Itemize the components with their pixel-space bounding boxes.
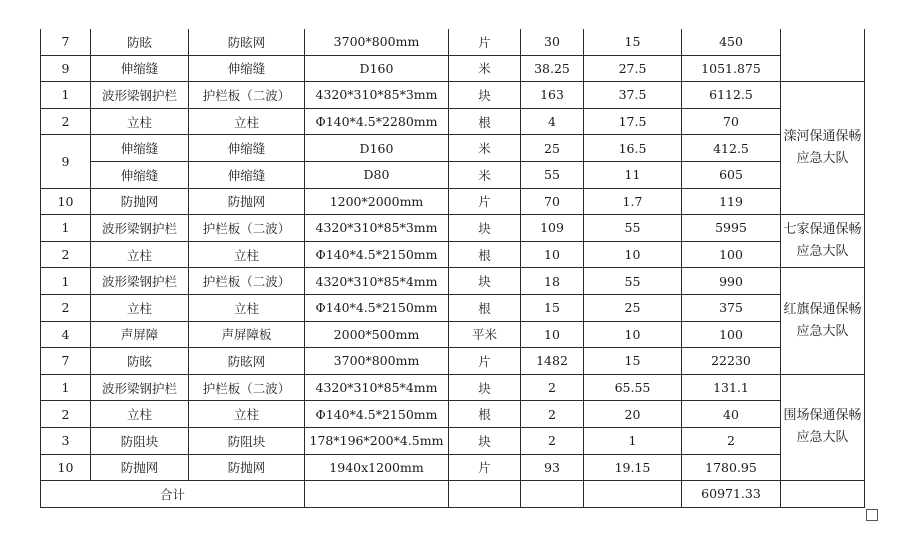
row-amount: 40 [682,401,781,428]
row-amount: 605 [682,161,781,188]
row-unit: 米 [449,55,521,82]
row-qty: 10 [521,321,584,348]
row-qty: 18 [521,268,584,295]
table-row [41,454,865,481]
row-no: 10 [41,454,91,481]
row-qty: 38.25 [521,55,584,82]
row-item: 伸缩缝 [189,55,305,82]
table-row [41,161,865,188]
row-spec: Φ140*4.5*2150mm [305,294,449,321]
table-row [41,321,865,348]
row-no: 10 [41,188,91,215]
row-no: 7 [41,29,91,55]
row-price: 25 [584,294,682,321]
row-spec: Φ140*4.5*2280mm [305,108,449,135]
row-qty: 2 [521,427,584,454]
row-item: 防眩网 [189,348,305,375]
total-team-empty [781,481,865,508]
row-no: 1 [41,82,91,109]
row-name: 波形梁钢护栏 [91,374,189,401]
row-qty: 25 [521,135,584,162]
row-item: 立柱 [189,241,305,268]
row-item: 防抛网 [189,188,305,215]
row-spec: 3700*800mm [305,348,449,375]
row-item: 防抛网 [189,454,305,481]
table-row [41,29,865,55]
row-no: 2 [41,401,91,428]
row-qty: 55 [521,161,584,188]
row-name: 立柱 [91,241,189,268]
row-name: 立柱 [91,294,189,321]
row-price: 27.5 [584,55,682,82]
row-name: 防眩 [91,29,189,55]
table-row [41,241,865,268]
team-luanhe: 滦河保通保畅应急大队 [781,82,865,215]
row-no: 9 [41,135,91,188]
total-qty-empty [521,481,584,508]
row-qty: 30 [521,29,584,55]
row-amount: 375 [682,294,781,321]
row-item: 护栏板（二波） [189,268,305,295]
row-name: 伸缩缝 [91,161,189,188]
row-spec: 4320*310*85*4mm [305,268,449,295]
row-name: 伸缩缝 [91,135,189,162]
row-name: 防抛网 [91,188,189,215]
row-amount: 1780.95 [682,454,781,481]
row-price: 1.7 [584,188,682,215]
row-spec: 2000*500mm [305,321,449,348]
row-amount: 131.1 [682,374,781,401]
row-price: 10 [584,241,682,268]
row-item: 护栏板（二波） [189,374,305,401]
row-amount: 2 [682,427,781,454]
row-item: 伸缩缝 [189,135,305,162]
total-unit-empty [449,481,521,508]
material-table [40,29,865,508]
row-item: 伸缩缝 [189,161,305,188]
row-qty: 15 [521,294,584,321]
table-row [41,374,865,401]
total-label: 合计 [41,481,305,508]
row-qty: 2 [521,374,584,401]
row-unit: 米 [449,161,521,188]
row-spec: D80 [305,161,449,188]
row-unit: 根 [449,108,521,135]
row-price: 65.55 [584,374,682,401]
row-price: 15 [584,29,682,55]
team-weichang: 围场保通保畅应急大队 [781,374,865,480]
row-amount: 100 [682,241,781,268]
row-unit: 片 [449,348,521,375]
row-qty: 163 [521,82,584,109]
row-no: 2 [41,108,91,135]
row-amount: 100 [682,321,781,348]
row-amount: 119 [682,188,781,215]
row-unit: 米 [449,135,521,162]
row-qty: 4 [521,108,584,135]
row-amount: 450 [682,29,781,55]
row-spec: Φ140*4.5*2150mm [305,401,449,428]
row-qty: 70 [521,188,584,215]
row-name: 波形梁钢护栏 [91,82,189,109]
row-unit: 片 [449,29,521,55]
row-item: 护栏板（二波） [189,82,305,109]
row-amount: 990 [682,268,781,295]
row-name: 波形梁钢护栏 [91,268,189,295]
row-price: 19.15 [584,454,682,481]
table-row [41,294,865,321]
row-price: 37.5 [584,82,682,109]
team-cell-empty [781,29,865,82]
row-unit: 片 [449,188,521,215]
row-price: 11 [584,161,682,188]
table-row [41,82,865,109]
row-item: 防眩网 [189,29,305,55]
total-amount: 60971.33 [682,481,781,508]
row-amount: 412.5 [682,135,781,162]
table-row [41,188,865,215]
row-item: 立柱 [189,294,305,321]
row-no: 9 [41,55,91,82]
row-price: 55 [584,268,682,295]
team-hongqi: 红旗保通保畅应急大队 [781,268,865,374]
table-row [41,427,865,454]
row-item: 立柱 [189,108,305,135]
row-amount: 22230 [682,348,781,375]
row-item: 声屏障板 [189,321,305,348]
row-name: 防眩 [91,348,189,375]
total-spec-empty [305,481,449,508]
row-price: 10 [584,321,682,348]
row-unit: 块 [449,82,521,109]
row-spec: 4320*310*85*3mm [305,215,449,242]
row-qty: 93 [521,454,584,481]
row-unit: 根 [449,241,521,268]
row-name: 立柱 [91,401,189,428]
row-qty: 109 [521,215,584,242]
row-amount: 1051.875 [682,55,781,82]
row-name: 声屏障 [91,321,189,348]
row-qty: 10 [521,241,584,268]
row-price: 55 [584,215,682,242]
row-amount: 6112.5 [682,82,781,109]
row-spec: 3700*800mm [305,29,449,55]
row-spec: 178*196*200*4.5mm [305,427,449,454]
row-name: 伸缩缝 [91,55,189,82]
row-unit: 块 [449,374,521,401]
row-unit: 平米 [449,321,521,348]
row-no: 2 [41,294,91,321]
table-row [41,135,865,162]
row-no: 7 [41,348,91,375]
row-spec: 4320*310*85*3mm [305,82,449,109]
row-spec: D160 [305,135,449,162]
row-qty: 1482 [521,348,584,375]
row-spec: Φ140*4.5*2150mm [305,241,449,268]
table-row [41,401,865,428]
row-unit: 片 [449,454,521,481]
row-price: 16.5 [584,135,682,162]
table-row [41,348,865,375]
row-no: 1 [41,268,91,295]
table-row [41,215,865,242]
row-item: 立柱 [189,401,305,428]
team-qijia: 七家保通保畅应急大队 [781,215,865,268]
row-name: 波形梁钢护栏 [91,215,189,242]
row-unit: 根 [449,401,521,428]
row-no: 3 [41,427,91,454]
row-name: 防抛网 [91,454,189,481]
row-no: 1 [41,374,91,401]
row-item: 防阻块 [189,427,305,454]
row-no: 4 [41,321,91,348]
table-row [41,268,865,295]
row-unit: 根 [449,294,521,321]
total-price-empty [584,481,682,508]
row-name: 立柱 [91,108,189,135]
row-spec: 1940x1200mm [305,454,449,481]
row-no: 2 [41,241,91,268]
table-row [41,55,865,82]
checkbox-marker [866,509,878,521]
row-price: 1 [584,427,682,454]
row-amount: 70 [682,108,781,135]
row-price: 20 [584,401,682,428]
row-qty: 2 [521,401,584,428]
row-spec: 4320*310*85*4mm [305,374,449,401]
row-spec: 1200*2000mm [305,188,449,215]
row-unit: 块 [449,268,521,295]
table-row [41,108,865,135]
row-amount: 5995 [682,215,781,242]
row-name: 防阻块 [91,427,189,454]
row-item: 护栏板（二波） [189,215,305,242]
row-spec: D160 [305,55,449,82]
row-no: 1 [41,215,91,242]
row-unit: 块 [449,427,521,454]
row-price: 15 [584,348,682,375]
row-price: 17.5 [584,108,682,135]
row-unit: 块 [449,215,521,242]
total-row [41,481,865,508]
